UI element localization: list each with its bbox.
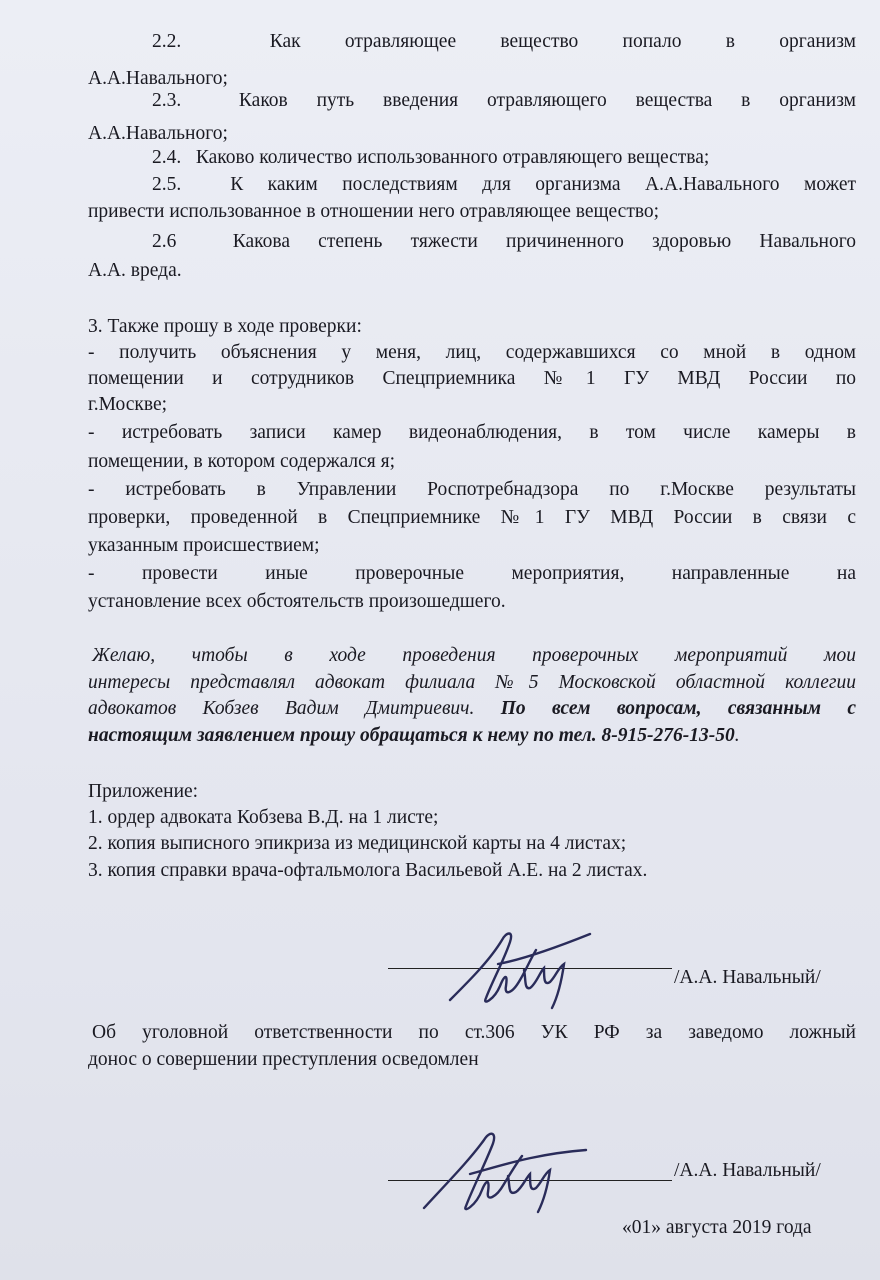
liability-line2: донос о совершении преступления осведомлен: [88, 1049, 479, 1070]
item-2-2-line2: А.А.Навального;: [88, 68, 228, 89]
handwritten-signature: [410, 1120, 600, 1216]
item-2-6-line2: А.А. вреда.: [88, 260, 182, 281]
attachment-item: 2. копия выписного эпикриза из медицинской карты на 4 листах;: [88, 833, 627, 854]
item-2-3-line2: А.А.Навального;: [88, 123, 228, 144]
attachment-item: 1. ордер адвоката Кобзева В.Д. на 1 листе;: [88, 807, 439, 828]
section3-line: - истребовать записи камер видеонаблюдения, в том числе камеры в: [88, 422, 856, 443]
section3-line: г.Москве;: [88, 394, 168, 415]
item-2-6-line1: 2.6 Какова степень тяжести причиненного здоровью Навального: [152, 231, 856, 252]
section3-line: - истребовать в Управлении Роспотребнадзора по г.Москве результаты: [88, 479, 856, 500]
section3-line: установление всех обстоятельств произошедшего.: [88, 591, 506, 612]
section3-line: - получить объяснения у меня, лиц, содержавшихся со мной в одном: [88, 342, 856, 363]
lawyer-line1: Желаю, чтобы в ходе проведения проверочных мероприятий мои: [92, 645, 856, 666]
lawyer-line4: настоящим заявлением прошу обращаться к нему по тел. 8-915-276-13-50.: [88, 725, 740, 746]
item-2-5-line1: 2.5. К каким последствиям для организма А.А.Навального может: [152, 174, 857, 195]
signature-name-2: /А.А. Навальный/: [674, 1160, 821, 1181]
item-2-2-line1: 2.2. Как отравляющее вещество попало в организм: [152, 31, 856, 52]
section3-line: помещении и сотрудников Спецприемника №1 ГУ МВД России по: [88, 368, 856, 389]
item-2-5-line2: привести использованное в отношении него отравляющее вещество;: [88, 201, 660, 222]
lawyer-line2: интересы представлял адвокат филиала №5 Московской областной коллегии: [88, 672, 856, 693]
attachment-item: 3. копия справки врача-офтальмолога Васильевой А.Е. на 2 листах.: [88, 860, 648, 881]
section3-line: указанным происшествием;: [88, 535, 320, 556]
lawyer-line3: адвокатов Кобзев Вадим Дмитриевич. По всем вопросам, связанным с: [88, 698, 856, 719]
item-2-3-line1: 2.3. Каков путь введения отравляющего вещества в организм: [152, 90, 856, 111]
section3-line: - провести иные проверочные мероприятия, направленные на: [88, 563, 856, 584]
section3-line: проверки, проведенной в Спецприемнике №1 ГУ МВД России в связи с: [88, 507, 856, 528]
attachments-heading: Приложение:: [88, 781, 199, 802]
section3-line: помещении, в котором содержался я;: [88, 451, 396, 472]
document-date: «01» августа 2019 года: [622, 1217, 812, 1238]
liability-line1: Об уголовной ответственности по ст.306 УК РФ за заведомо ложный: [92, 1022, 856, 1043]
item-2-4-line1: 2.4. Каково количество использованного отравляющего вещества;: [152, 147, 710, 168]
signature-name-1: /А.А. Навальный/: [674, 967, 821, 988]
section3-heading: 3. Также прошу в ходе проверки:: [88, 316, 362, 337]
handwritten-signature: [440, 920, 610, 1010]
